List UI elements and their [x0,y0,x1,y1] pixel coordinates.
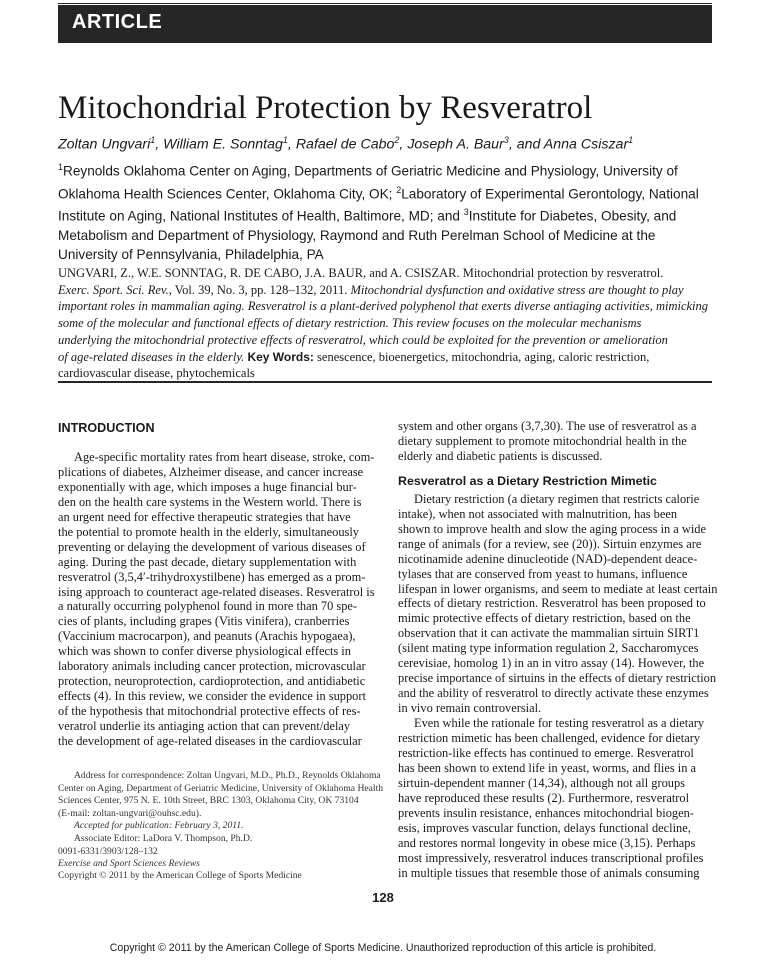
body-line: and restores normal longevity in obese mice (3,15). Perhaps [398,835,696,850]
body-line: shown to improve health and slow the aging process in a wide [398,521,706,536]
abstract-line [58,282,718,299]
footnote-line: Address for correspondence: Zoltan Ungvari, M.D., Ph.D., Reynolds Oklahoma [74,770,381,781]
body-line: veratrol underlie its antiaging action that can prevent/delay [58,719,351,734]
article-type-label: ARTICLE [72,11,163,33]
abstract-line: underlying the mitochondrial protective effects of resveratrol, which could be exploited for the prevention or amelioration [58,332,668,347]
author-affiliation-mark: 3 [503,135,509,145]
body-line: protection, neuroprotection, cardioprotection, and antidiabetic [58,674,366,689]
affiliation-text: Laboratory of Experimental Gerontology, National [401,186,699,202]
key-words: senescence, bioenergetics, mitochondria, aging, caloric restriction, [313,349,650,364]
author-separator: , [399,136,408,153]
body-line: observation that it can activate the mammalian sirtuin SIRT1 [398,626,700,641]
body-line: elderly and diabetic patients is discussed. [398,448,603,463]
affiliation-line: Metabolism and Department of Physiology, Raymond and Ruth Perelman School of Medicine at the [58,227,656,243]
journal-codes [58,846,374,881]
author-name: William E. Sonntag [163,136,283,153]
body-line: Even while the rationale for testing resveratrol as a dietary [414,716,705,731]
affiliation-line [58,181,718,204]
affiliation-text: Institute for Diabetes, Obesity, and [468,208,677,224]
affiliation-line [58,158,718,181]
author-separator: , and [508,136,544,153]
key-words: cardiovascular disease, phytochemicals [58,366,255,381]
affiliation-mark: 2 [396,184,402,195]
body-line: an urgent need for effective therapeutic strategies that have [58,509,351,524]
code-line: 0091-6331/3903/128–132 [58,846,158,857]
abstract [58,265,718,382]
copyright-notice: Copyright © 2011 by the American College of Sports Medicine. Unauthorized reproduction of this article is prohibited. [109,942,657,954]
body-line: esis, improves vascular function, delays functional decline, [398,820,691,835]
body-line: and the ability of resveratrol to directly activate these enzymes [398,686,709,701]
body-line: laboratory animals including cancer protection, microvascular [58,659,366,674]
correspondence-footnote [58,770,384,846]
section-heading-introduction: INTRODUCTION [58,421,155,435]
body-line: most impressively, resveratrol induces transcriptional profiles [398,850,704,865]
body-line: the development of age-related diseases in the cardiovascular [58,734,362,749]
right-column [398,419,718,881]
affiliation-mark: 3 [463,207,469,218]
top-rule [58,3,712,4]
body-line: cies of plants, including grapes (Vitis vinifera), cranberries [58,614,350,629]
author-list [58,135,718,153]
body-line: restriction-like effects has continued to emerge. Resveratrol [398,746,694,761]
body-line: effects (4). In this review, we consider the evidence in support [58,689,366,704]
author-affiliation-mark: 1 [150,135,156,145]
author-affiliation-mark: 1 [628,135,634,145]
author-name: Zoltan Ungvari [58,136,151,153]
author-separator: , [155,136,164,153]
journal-name: Exerc. Sport. Sci. Rev. [58,282,169,297]
left-column [58,421,374,749]
body-line: dietary supplement to promote mitochondrial health in the [398,433,687,448]
footnote-line: Accepted for publication: February 3, 2011. [74,820,244,832]
abstract-text: of age-related diseases in the elderly. [58,349,245,364]
body-line: (silent mating type information regulation 2, Saccharomyces [398,641,699,656]
body-line: exponentially with age, which imposes a huge financial bur- [58,479,357,494]
body-line: the potential to promote health in the elderly, simultaneously [58,524,359,539]
body-line: resveratrol (3,5,4′-trihydroxystilbene) has emerged as a prom- [58,569,366,584]
abstract-line: some of the molecular and functional effects of dietary restriction. This review focuses on the molecular mechanisms [58,316,642,331]
citation-details: , Vol. 39, No. 3, pp. 128–132, 2011. [168,282,351,297]
affiliation-line [58,203,718,226]
body-line: which was shown to confer diverse physiological effects in [58,644,351,659]
body-line: a naturally occurring polyphenol found in more than 70 spe- [58,599,358,614]
body-line: Age-specific mortality rates from heart disease, stroke, com- [74,449,375,464]
footnote-line: Sciences Center, 975 N. E. 10th Street, BRC 1303, Oklahoma City, OK 73104 [58,795,359,807]
body-line: have reproduced these results (2). Furthermore, resveratrol [398,790,690,805]
body-line: precise importance of sirtuins in the effects of dietary restriction [398,671,717,686]
body-line: in multiple tissues that resemble those of animals consuming [398,865,700,880]
body-line: of the hypothesis that mitochondrial protective effects of res- [58,704,361,719]
body-line: effects of dietary restriction. Resveratrol has been proposed to [398,596,706,611]
body-line: sirtuin-dependent manner (14,34), although not all groups [398,775,685,790]
affiliation-text: Oklahoma Health Sciences Center, Oklahoma City, OK; [58,186,397,202]
code-line: Exercise and Sport Sciences Reviews [58,857,200,869]
footnote-line: Associate Editor: LaDora V. Thompson, Ph.D. [74,832,253,844]
body-line: mimic protective effects of dietary restriction, based on the [398,611,691,626]
abstract-line: important roles in mammalian aging. Resveratrol is a plant-derived polyphenol that exerts diverse antiaging activities, mimicking [58,299,709,314]
body-line: prevents insulin resistance, enhances mitochondrial biogen- [398,805,694,820]
body-line: preventing or delaying the development of various diseases of [58,539,366,554]
body-line: cerevisiae, homolog 1) in an in vitro assay (14). However, the [398,656,705,671]
body-line: restriction mimetic has been challenged, evidence for dietary [398,731,701,746]
footnote-line: (E-mail: zoltan-ungvari@ouhsc.edu). [58,807,202,819]
author-affiliation-mark: 1 [282,135,288,145]
body-line: system and other organs (3,7,30). The use of resveratrol as a [398,419,697,433]
page-number: 128 [372,890,394,905]
body-line: lifespan in lower organisms, and seem to mediate at least certain [398,581,718,596]
affiliation-line: University of Pennsylvania, Philadelphia, PA [58,246,324,262]
body-line: nicotinamide adenine dinucleotide (NAD)-dependent deace- [398,551,698,566]
body-line: has been shown to extend life in yeast, worms, and flies in a [398,760,696,775]
author-name: Rafael de Cabo [295,136,395,153]
body-line: plications of diabetes, Alzheimer disease, and cancer increase [58,464,364,479]
body-line: den on the health care systems in the Western world. There is [58,494,362,509]
affiliation-text: Reynolds Oklahoma Center on Aging, Departments of Geriatric Medicine and Physiology, University of [63,163,678,179]
affiliation-mark: 1 [58,162,64,172]
body-line: range of animals (for a review, see (20)). Sirtuin enzymes are [398,536,702,551]
author-name: Anna Csiszar [543,136,629,153]
abstract-text: Mitochondrial dysfunction and oxidative stress are thought to play [350,282,684,297]
subsection-heading: Resveratrol as a Dietary Restriction Mimetic [398,473,657,488]
abstract-line: UNGVARI, Z., W.E. SONNTAG, R. DE CABO, J.A. BAUR, and A. CSISZAR. Mitochondrial protection by resveratrol. [58,266,664,280]
affiliations [58,158,718,264]
code-line: Copyright © 2011 by the American College of Sports Medicine [58,869,302,881]
article-type-banner [58,5,712,43]
body-line: tylases that are conserved from yeast to humans, influence [398,566,688,581]
body-line: intake), when not associated with malnutrition, has been [398,506,678,521]
body-line: aging. During the past decade, dietary supplementation with [58,554,357,569]
footnote-line: Center on Aging, Department of Geriatric Medicine, University of Oklahoma Health [58,782,384,794]
article-title: Mitochondrial Protection by Resveratrol [58,90,593,126]
body-line: Dietary restriction (a dietary regimen that restricts calorie [414,491,700,506]
key-words-label: Key Words: [247,349,314,364]
author-name: Joseph A. Baur [407,136,504,153]
section-divider [58,381,712,383]
author-separator: , [287,136,296,153]
affiliation-text: Institute on Aging, National Institutes of Health, Baltimore, MD; and [58,208,464,224]
author-affiliation-mark: 2 [394,135,400,145]
body-line: (Vaccinium macrocarpon), and peanuts (Arachis hypogaea), [58,629,356,644]
body-line: ising approach to counteract age-related diseases. Resveratrol is [58,584,375,599]
body-line: in vivo remain controversial. [398,701,542,716]
abstract-line [58,349,718,366]
